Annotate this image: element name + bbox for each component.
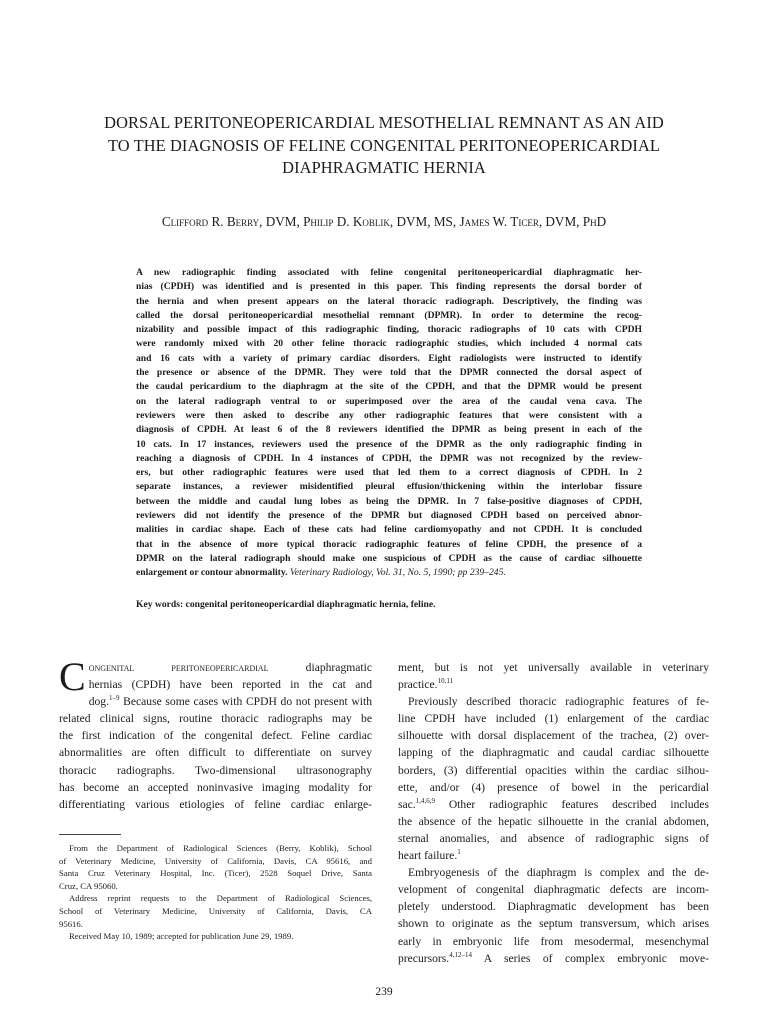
abstract-line: ers, but other radiographic features were used that led them to a correct diagnosis of CPDH. In 2: [136, 467, 642, 479]
abstract-line: between the middle and caudal lung lobes as being the DPMR. In 7 false-positive diagnoses of CPDH,: [136, 495, 642, 507]
right-column: [398, 659, 709, 967]
abstract-line: called the dorsal peritoneopericardial mesothelial remnant (DPMR). In order to determine the recog-: [136, 309, 642, 321]
abstract-line: malities in cardiac shape. Each of these cats had feline cardiomyopathy and not CPDH. It is concluded: [136, 524, 642, 536]
footnote-line: Cruz, CA 95060.: [59, 880, 118, 891]
left-column: [59, 654, 372, 813]
citation-ref: 1,4,6,9: [415, 796, 435, 805]
body-text: A series of complex embryonic move-: [471, 951, 709, 965]
citation-ref: 10,11: [437, 677, 454, 686]
body-line: the absence of the hepatic silhouette in the cranial abdomen,: [398, 814, 709, 828]
abstract-line: reaching a diagnosis of CPDH. In 4 instances of CPDH, the DPMR was not recognized by the review-: [136, 452, 642, 464]
body-text: Because some cases with CPDH do not present with: [119, 695, 372, 709]
paper-title: [40, 112, 728, 180]
body-line: the first indication of the congenital defect. Feline cardiac: [59, 729, 372, 743]
body-line: [398, 676, 709, 693]
abstract-line: were randomly mixed with 20 other feline thoracic radiographic studies, which included 4 normal cats: [136, 338, 642, 350]
body-line: differentiating various etiologies of feline cardiac enlarge-: [59, 797, 372, 811]
abstract-line: nizability and possible impact of this radiographic finding, thoracic radiographs of 10 cats with CPDH: [136, 324, 642, 336]
page-number: 239: [375, 986, 393, 998]
abstract-line: 10 cats. In 17 instances, reviewers used the presence of the DPMR as the only radiographic finding in: [136, 438, 642, 450]
title-line: DIAPHRAGMATIC HERNIA: [282, 158, 486, 177]
body-line: abnormalities are often difficult to differentiate on survey: [59, 746, 372, 760]
journal-citation: Veterinary Radiology, Vol. 31, No. 5, 1990; pp 239–245.: [289, 567, 506, 579]
body-line: silhouette with dorsal displacement of the trachea, (2) over-: [398, 729, 709, 743]
footnote: [59, 842, 372, 943]
body-line: Embryogenesis of the diaphragm is complex and the de-: [408, 866, 709, 880]
abstract-line: the presence or absence of the DPMR. They were told that the DPMR connected the dorsal aspect of: [136, 367, 642, 379]
body-line: [398, 950, 709, 967]
citation-ref: 4,12–14: [449, 950, 472, 959]
body-text: dog.: [88, 695, 109, 709]
footnote-divider: [59, 834, 121, 835]
body-line: thoracic radiographs. Two-dimensional ultrasonography: [59, 763, 372, 777]
keywords: Key words: congenital peritoneopericardial diaphragmatic hernia, feline.: [136, 599, 436, 610]
abstract-line: nias (CPDH) was identified and is presented in this paper. This finding represents the dorsal border of: [136, 281, 642, 293]
abstract-line: A new radiographic finding associated with feline congenital peritoneopericardial diaphragmatic her-: [136, 267, 642, 278]
citation-ref: 1: [457, 848, 461, 857]
body-line: has become an accepted noninvasive imaging modality for: [59, 780, 372, 794]
body-line: ment, but is not yet universally available in veterinary: [398, 661, 709, 674]
body-line: pletely understood. Diaphragmatic development has been: [398, 900, 709, 914]
footnote-line: Address reprint requests to the Department of Radiological Sciences,: [69, 893, 372, 904]
abstract-line: the hernia and when present appears on the lateral thoracic radiograph. Descriptively, the finding was: [136, 295, 642, 307]
body-line: [398, 796, 709, 813]
drop-cap: C: [59, 654, 86, 699]
abstract-last-text: enlargement or contour abnormality.: [136, 567, 288, 579]
body-line: ette, and/or (4) presence of bowel in the pericardial: [398, 780, 709, 794]
abstract-line: the caudal pericardium to the diaphragm at the site of the CPDH, and that the DPMR would be present: [136, 381, 642, 393]
footnote-line: Received May 10, 1989; accepted for publication June 29, 1989.: [69, 931, 294, 942]
body-line: early in embryonic life from mesodermal, mesenchymal: [398, 934, 709, 948]
body-line: line CPDH have included (1) enlargement of the cardiac: [398, 712, 709, 726]
body-text: Other radiographic features described includes: [434, 797, 709, 811]
body-line: hernias (CPDH) have been reported in the cat and: [88, 678, 372, 692]
abstract-line: diagnosis of CPDH. At least 6 of the 8 reviewers identified the DPMR as being present in each of the: [136, 424, 642, 436]
body-line: related clinical signs, routine thoracic radiographs may be: [59, 712, 372, 726]
abstract-line: on the lateral radiograph ventral to or superimposed over the area of the caudal vena cava. The: [136, 395, 642, 407]
body-line: sternal anomalies, and absence of radiographic signs of: [398, 831, 709, 845]
citation-ref: 1–9: [108, 694, 120, 703]
abstract: [136, 266, 642, 581]
body-line: borders, (3) differential opacities within the cardiac silhou-: [398, 763, 709, 777]
footnote-line: of Veterinary Medicine, University of California, Davis, CA 95616, and: [59, 855, 372, 866]
abstract-line: reviewers were then asked to describe any other radiographic features that were consistent with a: [136, 409, 642, 421]
abstract-line: separate instances, a reviewer misidentified pleural effusion/thickening within the interlobar fissure: [136, 481, 642, 493]
body-line: [398, 847, 709, 864]
abstract-line: reviewers did not identify the presence of the DPMR but diagnosed CPDH based on perceived abnor-: [136, 510, 642, 522]
abstract-line: that in the absence of more typical thoracic radiographic features of feline CPDH, the presence of a: [136, 538, 642, 550]
small-caps-opening: ongenital peritoneopericardial: [88, 661, 269, 674]
title-line: DORSAL PERITONEOPERICARDIAL MESOTHELIAL REMNANT AS AN AID: [104, 113, 664, 132]
footnote-line: 95616.: [59, 918, 83, 929]
abstract-line: DPMR on the lateral radiograph should make one suspicious of CPDH as the cause of cardiac silhouette: [136, 552, 642, 564]
title-line: TO THE DIAGNOSIS OF FELINE CONGENITAL PERITONEOPERICARDIAL: [107, 135, 661, 155]
body-line: lapping of the diaphragmatic and caudal cardiac silhouette: [398, 746, 709, 760]
body-text: sac.: [398, 797, 416, 811]
body-text: practice.: [398, 678, 438, 692]
abstract-line: [136, 566, 642, 580]
body-line: [59, 659, 372, 676]
body-line: [59, 693, 372, 710]
footnote-line: Santa Cruz Veterinary Hospital, Inc. (Ticer), 2528 Soquel Drive, Santa: [59, 868, 372, 879]
body-text: heart failure.: [398, 849, 458, 863]
author-list: Clifford R. Berry, DVM, Philip D. Koblik, DVM, MS, James W. Ticer, DVM, PhD: [161, 214, 607, 229]
abstract-line: and 16 cats with a variety of primary cardiac disorders. Eight radiologists were instructed to identify: [136, 352, 642, 364]
footnote-line: School of Veterinary Medicine, University of California, Davis, CA: [59, 905, 372, 916]
body-line: velopment of congenital diaphragmatic defects are incom-: [398, 883, 709, 897]
body-line: Previously described thoracic radiographic features of fe-: [408, 695, 709, 709]
body-text: precursors.: [398, 951, 450, 965]
body-text: diaphragmatic: [268, 661, 372, 674]
footnote-line: From the Department of Radiological Sciences (Berry, Koblik), School: [69, 843, 372, 853]
body-line: shown to originate as the septum transversum, which arises: [398, 917, 709, 931]
